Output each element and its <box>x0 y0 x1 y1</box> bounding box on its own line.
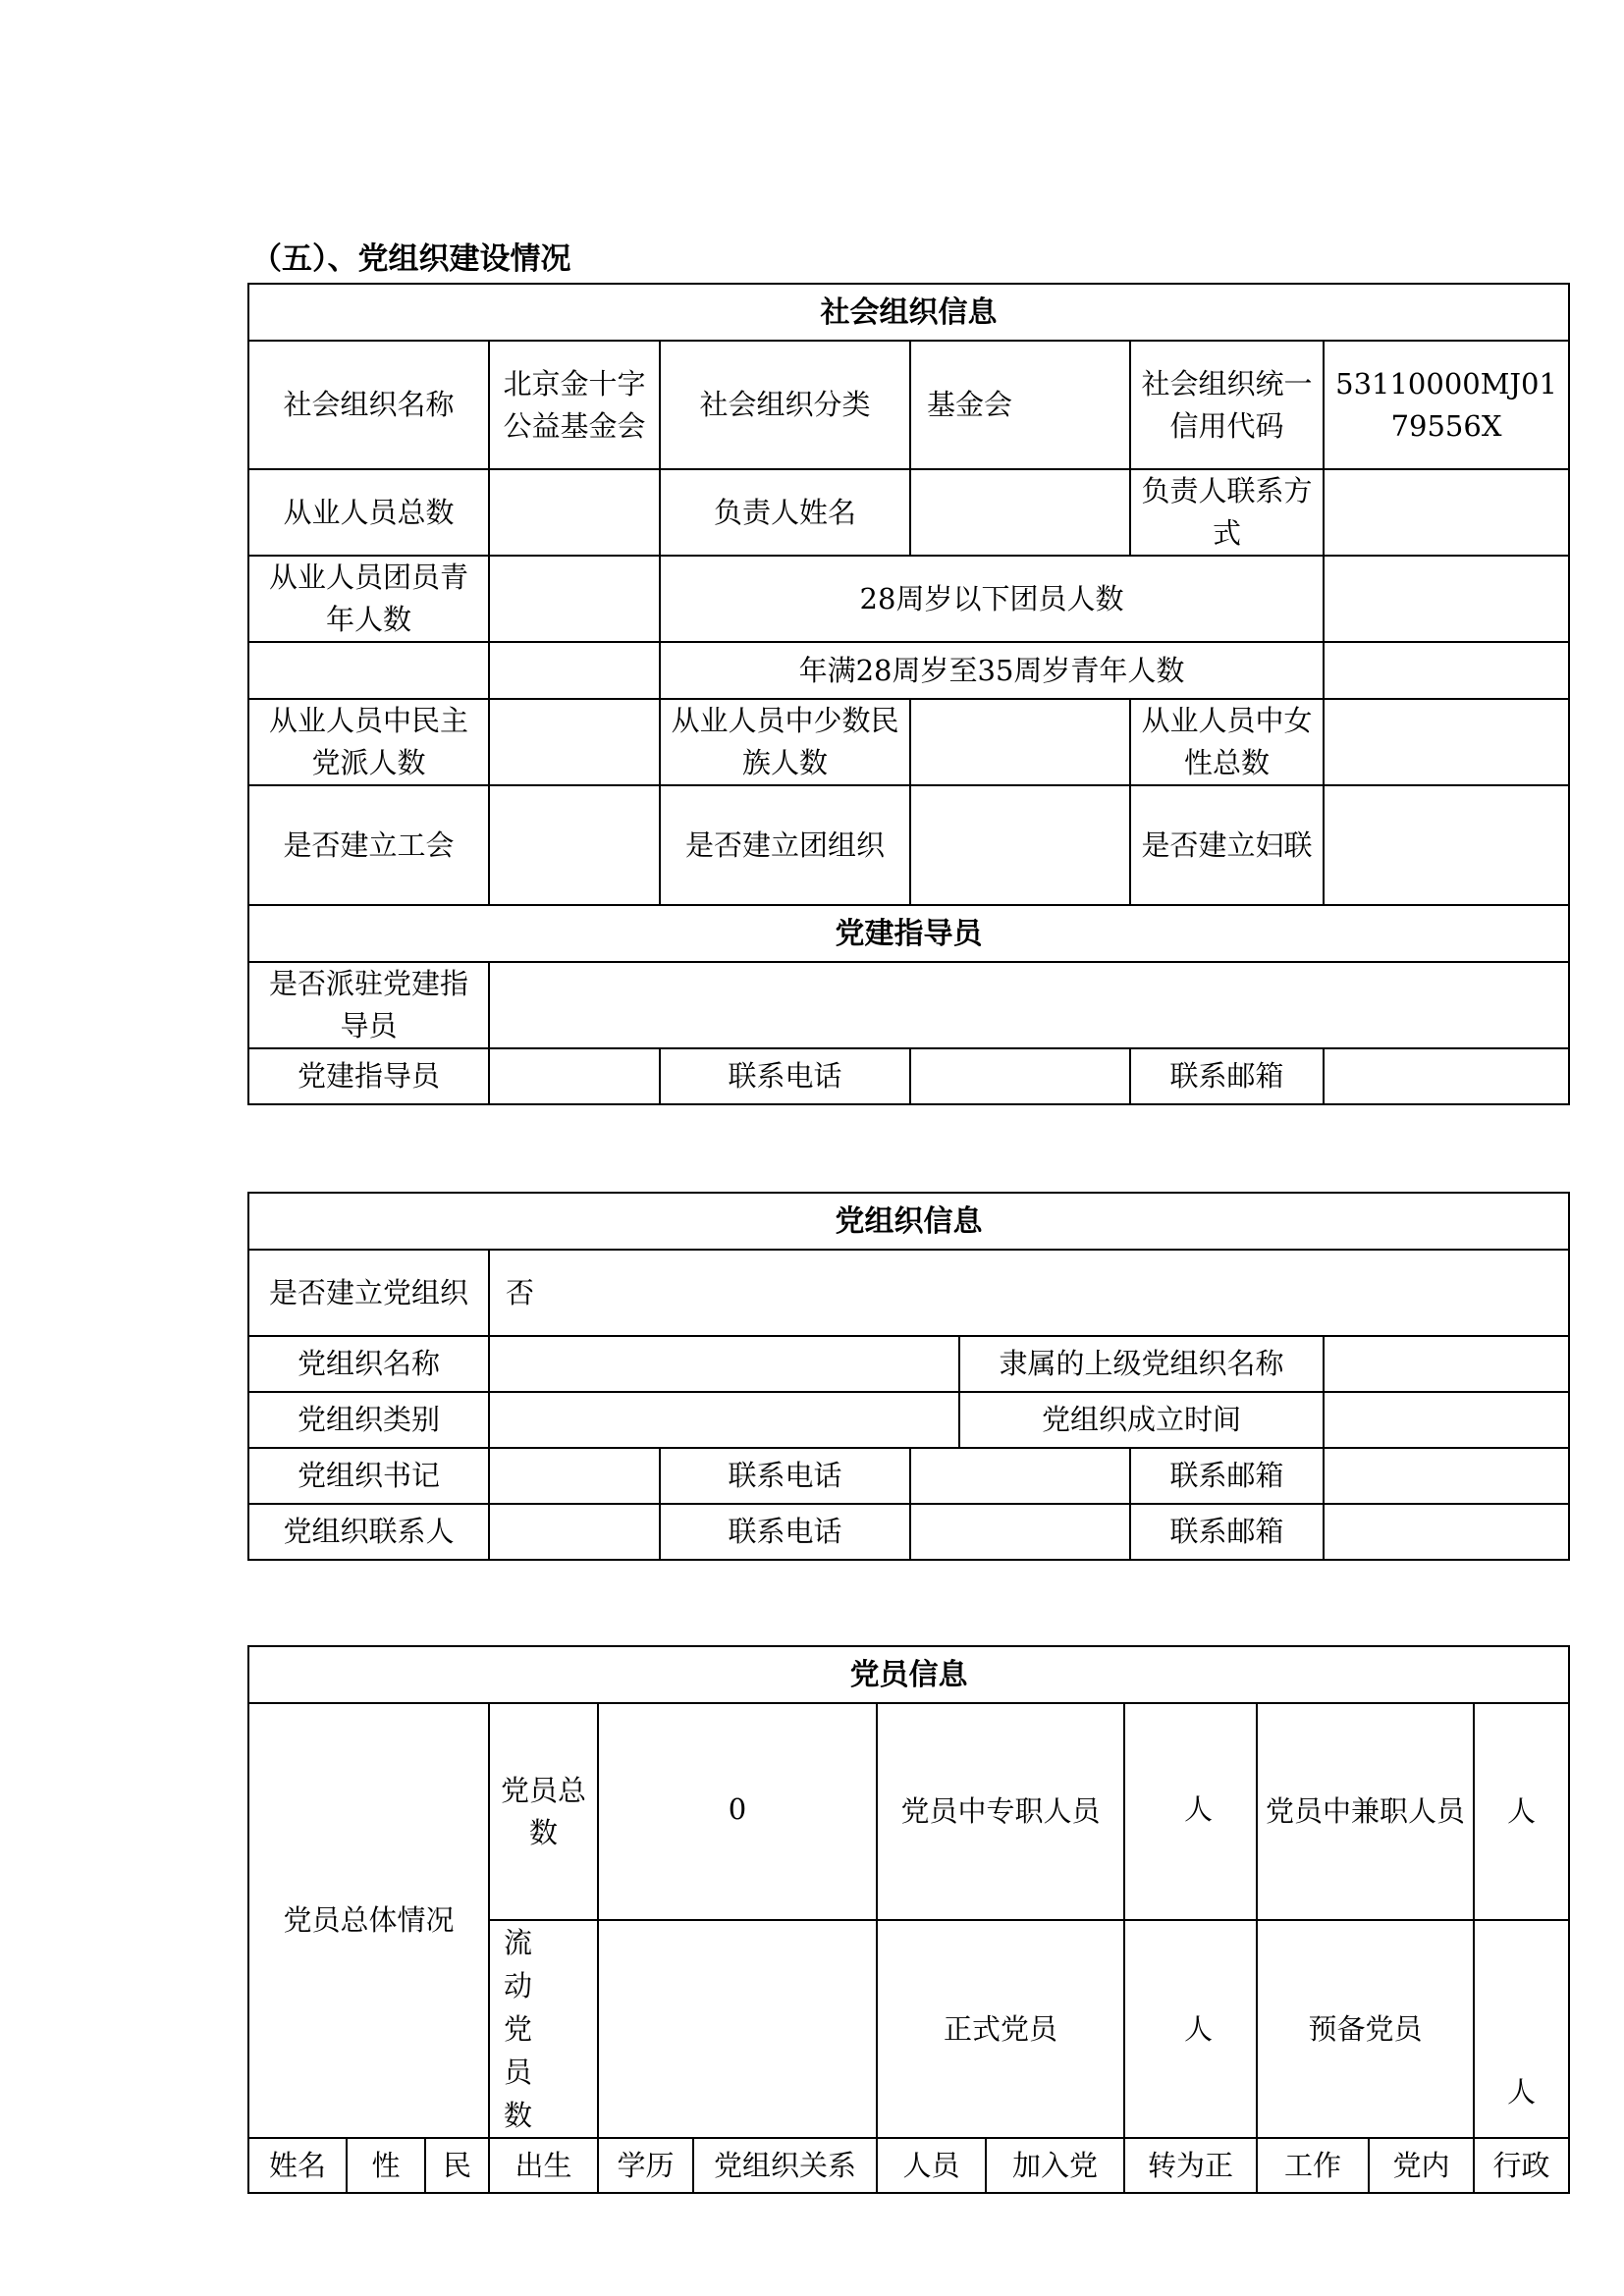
leader-contact-value[interactable] <box>1324 469 1569 556</box>
contact-phone-value[interactable] <box>910 1504 1130 1560</box>
members-table <box>247 1645 1570 2194</box>
contact-email-value[interactable] <box>1324 1504 1569 1560</box>
democratic-party-label: 从业人员中民主党派人数 <box>248 699 489 785</box>
formal-label: 正式党员 <box>877 1920 1124 2138</box>
league-org-value[interactable] <box>910 785 1130 905</box>
party-org-type-value[interactable] <box>489 1392 959 1448</box>
secretary-phone-value[interactable] <box>910 1448 1130 1504</box>
league-org-label: 是否建立团组织 <box>660 785 910 905</box>
party-org-founded-value[interactable] <box>1324 1392 1569 1448</box>
probationary-label: 预备党员 <box>1257 1920 1474 2138</box>
party-org-founded-label: 党组织成立时间 <box>959 1392 1324 1448</box>
social-org-table <box>247 283 1570 1105</box>
instructor-name-label: 党建指导员 <box>248 1048 489 1104</box>
org-category-value[interactable]: 基金会 <box>910 341 1130 469</box>
women-fed-value[interactable] <box>1324 785 1569 905</box>
instructor-email-value[interactable] <box>1324 1048 1569 1104</box>
youth-value[interactable] <box>489 556 660 642</box>
col-party-internal: 党内 <box>1369 2138 1474 2193</box>
col-birth: 出生 <box>489 2138 598 2193</box>
members-overview-label: 党员总体情况 <box>248 1703 489 2138</box>
formal-unit: 人 <box>1124 1920 1257 2138</box>
youth-28-35-label: 年满28周岁至35周岁青年人数 <box>660 642 1324 699</box>
parent-org-label: 隶属的上级党组织名称 <box>959 1336 1324 1392</box>
members-total-label: 党员总数 <box>489 1703 598 1920</box>
col-personnel: 人员 <box>877 2138 986 2193</box>
col-name: 姓名 <box>248 2138 347 2193</box>
members-section-title: 党员信息 <box>248 1646 1569 1703</box>
party-org-table <box>247 1192 1570 1561</box>
credit-code-value[interactable]: 53110000MJ0179556X <box>1324 341 1569 469</box>
minority-label: 从业人员中少数民族人数 <box>660 699 910 785</box>
league-under28-value[interactable] <box>1324 556 1569 642</box>
party-org-section-title: 党组织信息 <box>248 1193 1569 1250</box>
floating-label: 流动党员数 <box>489 1920 598 2138</box>
union-value[interactable] <box>489 785 660 905</box>
org-name-value[interactable]: 北京金十字公益基金会 <box>489 341 660 469</box>
contact-phone-label: 联系电话 <box>660 1504 910 1560</box>
leader-name-label: 负责人姓名 <box>660 469 910 556</box>
fulltime-unit: 人 <box>1124 1703 1257 1920</box>
staff-total-value[interactable] <box>489 469 660 556</box>
instructor-email-label: 联系邮箱 <box>1130 1048 1324 1104</box>
instructor-name-value[interactable] <box>489 1048 660 1104</box>
instructor-phone-label: 联系电话 <box>660 1048 910 1104</box>
contact-label: 党组织联系人 <box>248 1504 489 1560</box>
parttime-label: 党员中兼职人员 <box>1257 1703 1474 1920</box>
secretary-email-label: 联系邮箱 <box>1130 1448 1324 1504</box>
col-ethnicity: 民 <box>425 2138 489 2193</box>
parttime-unit: 人 <box>1474 1703 1569 1920</box>
instructor-phone-value[interactable] <box>910 1048 1130 1104</box>
party-org-established-value[interactable]: 否 <box>489 1250 1569 1336</box>
instructor-assigned-value[interactable] <box>489 962 1569 1048</box>
col-administrative: 行政 <box>1474 2138 1569 2193</box>
minority-value[interactable] <box>910 699 1130 785</box>
col-work: 工作 <box>1257 2138 1369 2193</box>
party-org-name-label: 党组织名称 <box>248 1336 489 1392</box>
youth-28-35-blank <box>248 642 489 699</box>
women-fed-label: 是否建立妇联 <box>1130 785 1324 905</box>
parent-org-value[interactable] <box>1324 1336 1569 1392</box>
floating-value[interactable] <box>598 1920 877 2138</box>
col-education: 学历 <box>598 2138 693 2193</box>
col-party-relation: 党组织关系 <box>693 2138 877 2193</box>
contact-email-label: 联系邮箱 <box>1130 1504 1324 1560</box>
youth-28-35-value[interactable] <box>1324 642 1569 699</box>
credit-code-label: 社会组织统一信用代码 <box>1130 341 1324 469</box>
instructor-assigned-label: 是否派驻党建指导员 <box>248 962 489 1048</box>
secretary-value[interactable] <box>489 1448 660 1504</box>
social-org-section-title: 社会组织信息 <box>248 284 1569 341</box>
col-gender: 性 <box>347 2138 425 2193</box>
probationary-unit: 人 <box>1474 1920 1569 2138</box>
league-under28-label: 28周岁以下团员人数 <box>660 556 1324 642</box>
page-heading: （五）、党组织建设情况 <box>251 241 571 277</box>
female-value[interactable] <box>1324 699 1569 785</box>
col-become-formal: 转为正 <box>1124 2138 1257 2193</box>
leader-name-value[interactable] <box>910 469 1130 556</box>
youth-28-35-blank-2 <box>489 642 660 699</box>
union-label: 是否建立工会 <box>248 785 489 905</box>
col-join-party: 加入党 <box>986 2138 1124 2193</box>
org-category-label: 社会组织分类 <box>660 341 910 469</box>
party-org-name-value[interactable] <box>489 1336 959 1392</box>
secretary-label: 党组织书记 <box>248 1448 489 1504</box>
contact-value[interactable] <box>489 1504 660 1560</box>
secretary-email-value[interactable] <box>1324 1448 1569 1504</box>
party-org-established-label: 是否建立党组织 <box>248 1250 489 1336</box>
instructor-section-title: 党建指导员 <box>248 905 1569 962</box>
secretary-phone-label: 联系电话 <box>660 1448 910 1504</box>
youth-label: 从业人员团员青年人数 <box>248 556 489 642</box>
female-label: 从业人员中女性总数 <box>1130 699 1324 785</box>
democratic-party-value[interactable] <box>489 699 660 785</box>
org-name-label: 社会组织名称 <box>248 341 489 469</box>
leader-contact-label: 负责人联系方式 <box>1130 469 1324 556</box>
fulltime-label: 党员中专职人员 <box>877 1703 1124 1920</box>
staff-total-label: 从业人员总数 <box>248 469 489 556</box>
party-org-type-label: 党组织类别 <box>248 1392 489 1448</box>
members-total-value[interactable]: 0 <box>598 1703 877 1920</box>
